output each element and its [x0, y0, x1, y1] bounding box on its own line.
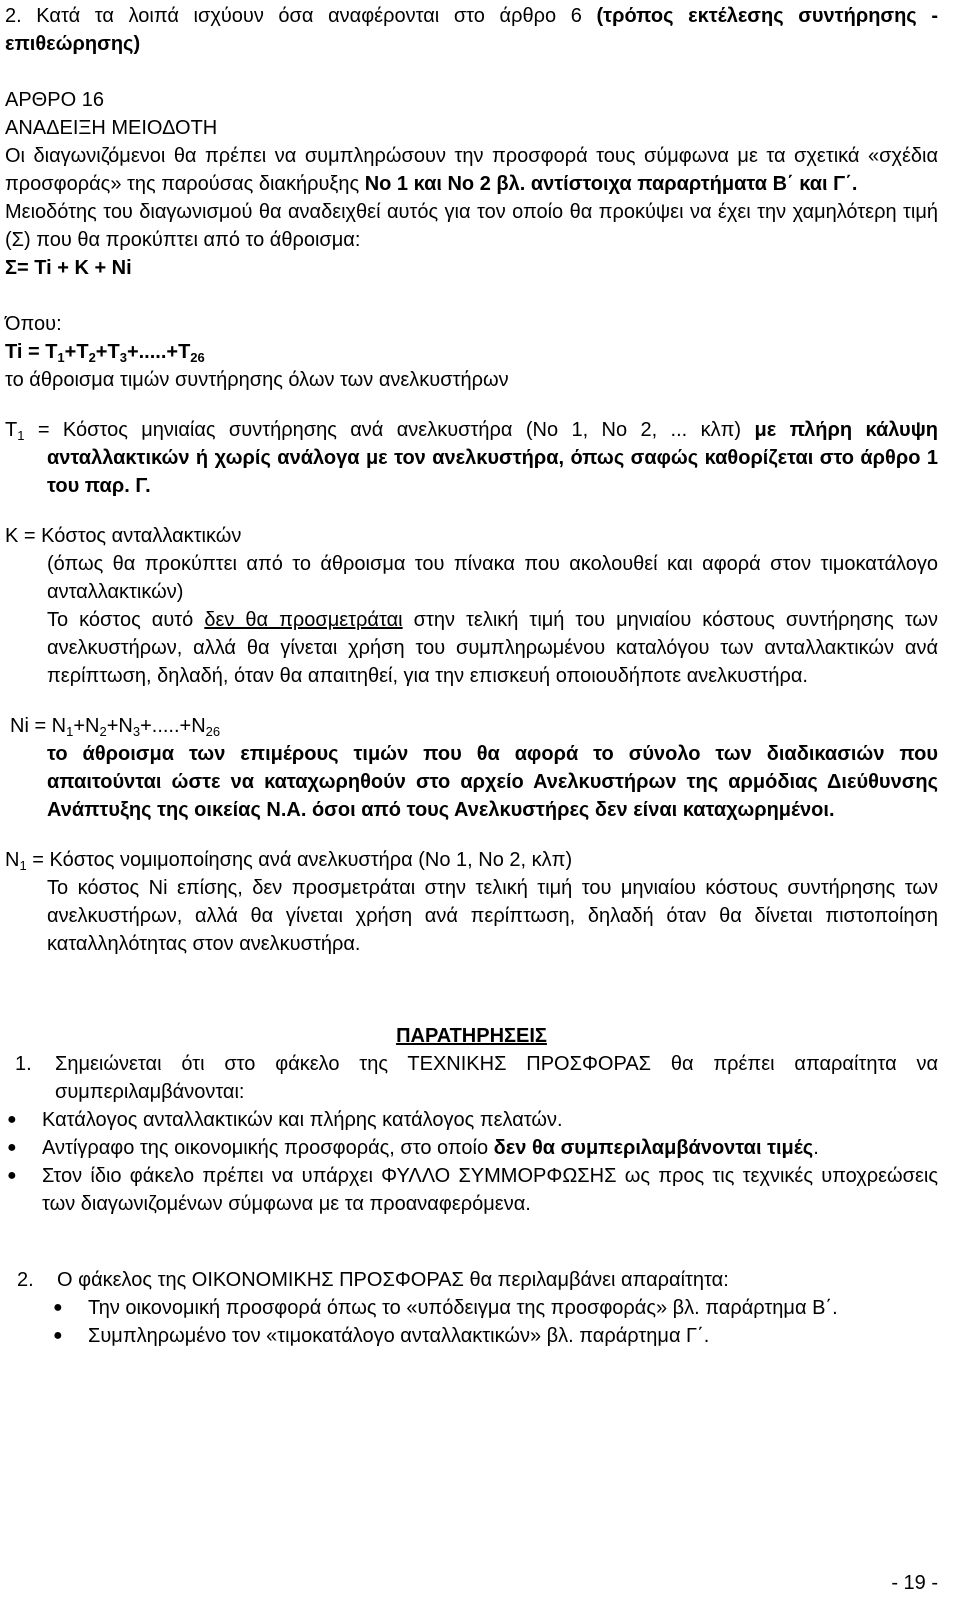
n1-definition: $N_1 = Kό\sigma\tau o\varsigma$ νομιμοποίησης ανά ανελκυστήρα (Νο 1, Νο 2, κλπ) — [5, 849, 573, 873]
ni-description: το άθροισμα των επιμέρους τιμών που θα αφορά το σύνολο των διαδικασιών που απαιτούνται ώστε να καταχωρηθούν στο αρχείο Ανελκυστήρων της αρμόδιας Διεύθυνσης Ανάπτυξης της οικείας Ν.Α. όσοι από τους Ανελκυστήρες δεν είναι καταχωρημένοι. — [47, 743, 938, 821]
article-title: ΑΝΑΔΕΙΞΗ ΜΕΙΟΔΟΤΗ — [5, 117, 218, 139]
ni-formula: $Ni = N_1+N_2+N_3+.....+N_{26}$ — [10, 715, 221, 739]
bullet-icon: ● — [53, 1327, 63, 1344]
paragraph-2: 2. Κατά τα λοιπά ισχύουν όσα αναφέρονται στο άρθρο 6 (τρόπος εκτέλεσης συντήρησης - επιθεώρησης) — [5, 5, 938, 55]
list-item: ● Κατάλογος ανταλλακτικών και πλήρης κατάλογος πελατών. — [5, 1106, 938, 1134]
list-item: ● Την οικονομική προσφορά όπως το «υπόδειγμα της προσφοράς» βλ. παράρτημα Β΄. — [5, 1294, 938, 1322]
bullet-icon: ● — [7, 1167, 17, 1184]
bullet-icon: ● — [7, 1139, 17, 1156]
list-item: ● Αντίγραφο της οικονομικής προσφοράς, στο οποίο δεν θα συμπεριλαμβάνονται τιμές. — [5, 1134, 938, 1162]
remarks-title: ΠΑΡΑΤΗΡΗΣΕΙΣ — [396, 1025, 547, 1047]
n1-description: Το κόστος Ni επίσης, δεν προσμετράται στην τελική τιμή του μηνιαίου κόστους συντήρησης των ανελκυστήρων, αλλά θα γίνεται χρήση ανά περίπτωση, δηλαδή όταν θα δίνεται πιστοποίηση καταλληλότητας στον ανελκυστήρα. — [47, 877, 938, 955]
k-title: Κ = Κόστος ανταλλακτικών — [5, 525, 242, 547]
ti-formula: $Ti = T_1+T_2+T_3+.....+T_{26}$ — [5, 341, 205, 365]
k-cost-note: Το κόστος αυτό δεν θα προσμετράται στην τελική τιμή του μηνιαίου κόστους συντήρησης των ανελκυστήρων, αλλά θα γίνεται χρήση του συμπληρωμένου καταλόγου των ανταλλακτικών ανά περίπτωση, δηλαδή, όταν θα απαιτηθεί, για την επισκευή οποιουδήποτε ανελκυστήρα. — [47, 609, 938, 687]
page-number: - 19 - — [891, 1572, 938, 1594]
sum-formula: Σ= Ti + K + Ni — [5, 257, 132, 279]
article-intro: Οι διαγωνιζόμενοι θα πρέπει να συμπληρώσουν την προσφορά τους σύμφωνα με τα σχετικά «σχέδια προσφοράς» της παρούσας διακήρυξης Νο 1 και Νο 2 βλ. αντίστοιχα παραρτήματα Β΄ και Γ΄. — [5, 145, 938, 195]
bullet-icon: ● — [7, 1111, 17, 1128]
ti-description: το άθροισμα τιμών συντήρησης όλων των ανελκυστήρων — [5, 369, 509, 391]
where-label: Όπου: — [5, 313, 62, 335]
article-number: ΑΡΘΡΟ 16 — [5, 89, 104, 111]
list-item: ● Συμπληρωμένο τον «τιμοκατάλογο ανταλλακτικών» βλ. παράρτημα Γ΄. — [5, 1322, 938, 1350]
list-item: ● Στον ίδιο φάκελο πρέπει να υπάρχει ΦΥΛΛΟ ΣΥΜΜΟΡΦΩΣΗΣ ως προς τις τεχνικές υποχρεώσεις των διαγωνιζομένων σύμφωνα με τα προαναφερόμενα. — [5, 1162, 938, 1218]
remark-item-1: 1. Σημειώνεται ότι στο φάκελο της ΤΕΧΝΙΚΗΣ ΠΡΟΣΦΟΡΑΣ θα πρέπει απαραίτητα να συμπεριλαμβάνονται: — [15, 1053, 938, 1103]
winner-rule: Μειοδότης του διαγωνισμού θα αναδειχθεί αυτός για τον οποίο θα προκύψει να έχει την χαμηλότερη τιμή (Σ) που θα προκύπτει από το άθροισμα: — [5, 201, 938, 251]
bullet-icon: ● — [53, 1299, 63, 1316]
k-description: (όπως θα προκύπτει από το άθροισμα του πίνακα που ακολουθεί και αφορά στον τιμοκατάλογο ανταλλακτικών) — [47, 553, 938, 603]
remark-item-2: 2. Ο φάκελος της ΟΙΚΟΝΟΜΙΚΗΣ ΠΡΟΣΦΟΡΑΣ θα περιλαμβάνει απαραίτητα: — [17, 1269, 729, 1291]
t1-definition: $T_1 = Kό\sigma\tau o\varsigma$ μηνιαίας συντήρησης ανά ανελκυστήρα (Νο 1, Νο 2, ... κλπ) με πλήρη κάλυψη ανταλλακτικών ή χωρίς ανάλογα με τον ανελκυστήρα, όπως σαφώς καθορίζεται στο άρθρο 1 του παρ. Γ. — [5, 419, 938, 497]
